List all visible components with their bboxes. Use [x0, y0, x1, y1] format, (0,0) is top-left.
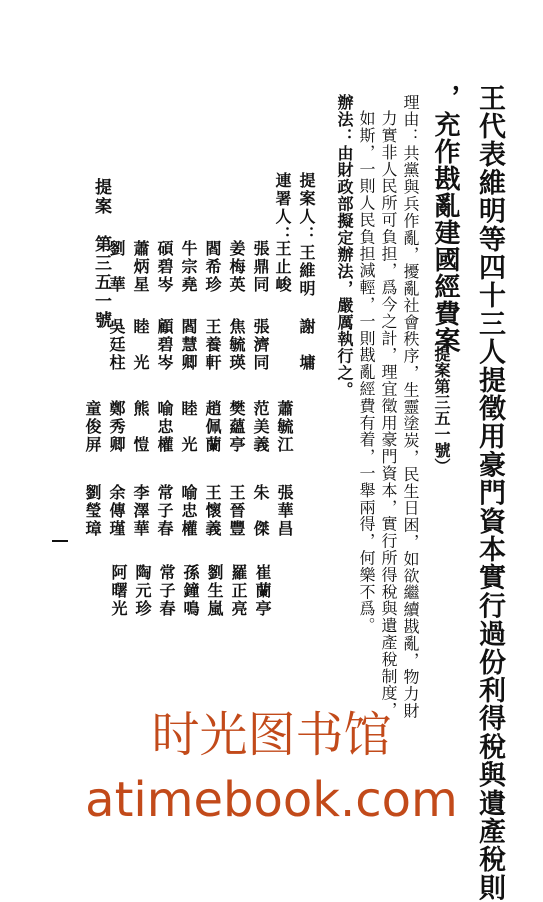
reason-line-3: 如斯，一則人民負担減輕，一則戡亂經費有着，一舉兩得，何樂不爲。	[357, 110, 376, 634]
signatory: 張華昌	[275, 484, 294, 538]
signatory: 陶元珍	[133, 564, 152, 618]
signatory: 范美義	[251, 400, 270, 454]
signatory: 焦毓瑛	[227, 318, 246, 372]
signatory: 劉 華	[107, 240, 126, 294]
reason-line-2: 力實非人民所可負担，爲今之計，理宜徵用豪門資本，實行所得稅與遺產稅制度，	[379, 110, 398, 719]
proposal-number: （提案第三五一號）	[432, 330, 451, 474]
signatory: 睦 光	[179, 400, 198, 454]
signatory: 蕭炳星	[131, 240, 150, 294]
signatory: 吳廷柱	[107, 318, 126, 372]
signatory: 阿曙光	[109, 564, 128, 618]
signatory: 朱 傑	[251, 484, 270, 538]
signatory: 謝 墉	[297, 318, 316, 372]
signatory: 樊蘊亭	[227, 400, 246, 454]
signatory: 王懷義	[203, 484, 222, 538]
signatory: 張濟同	[251, 318, 270, 372]
margin-label: 提案 第三五一號	[91, 178, 111, 330]
title-line-2: ，充作戡亂建國經費案	[430, 84, 460, 354]
signatory: 喻忠權	[179, 484, 198, 538]
signatory: 崔蘭亭	[253, 564, 272, 618]
signatory: 王養軒	[203, 318, 222, 372]
signatory: 王晉豐	[227, 484, 246, 538]
signatory: 鄭秀卿	[107, 400, 126, 454]
signatory: 喻忠權	[155, 400, 174, 454]
signatory: 常子春	[157, 564, 176, 618]
cosigner-label: 連署人：	[273, 172, 292, 244]
signatory: 王止峻	[273, 240, 292, 294]
signatory: 閻慧卿	[179, 318, 198, 372]
signatory: 碩碧岑	[155, 240, 174, 294]
signatory: 劉生嵐	[205, 564, 224, 618]
signatory: 孫鐘鳴	[181, 564, 200, 618]
signatory: 熊 愷	[131, 400, 150, 454]
method-line: 辦法：由財政部擬定辦法，嚴厲執行之。	[335, 94, 354, 399]
signatory: 童俊屏	[83, 400, 102, 454]
signatory: 姜梅英	[227, 240, 246, 294]
signatory: 蕭毓江	[275, 400, 294, 454]
signatory: 顧碧岑	[155, 318, 174, 372]
signatory: 張鼎同	[251, 240, 270, 294]
signatory: 睦 光	[131, 318, 150, 372]
reason-line-1: 理由：共黨與兵作亂，擾亂社會秩序，生靈塗炭，民生日困，如欲繼續戡亂，物力財	[401, 94, 420, 720]
title-line-1: 王代表維明等四十三人提徵用豪門資本實行過份利得稅與遺產稅則	[474, 84, 505, 902]
signatory: 劉瑩璋	[83, 484, 102, 538]
signatory: 李澤華	[131, 484, 150, 538]
signatory: 閻希珍	[203, 240, 222, 294]
proposer-label: 提案人：王維明	[297, 172, 316, 298]
page-number	[52, 540, 68, 542]
watermark: 时光图书馆atimebook.com	[85, 707, 458, 828]
signatory: 常子春	[155, 484, 174, 538]
signatory: 趙佩蘭	[203, 400, 222, 454]
signatory: 余傳瑾	[107, 484, 126, 538]
signatory: 羅正亮	[229, 564, 248, 618]
signatory: 牛宗堯	[179, 240, 198, 294]
